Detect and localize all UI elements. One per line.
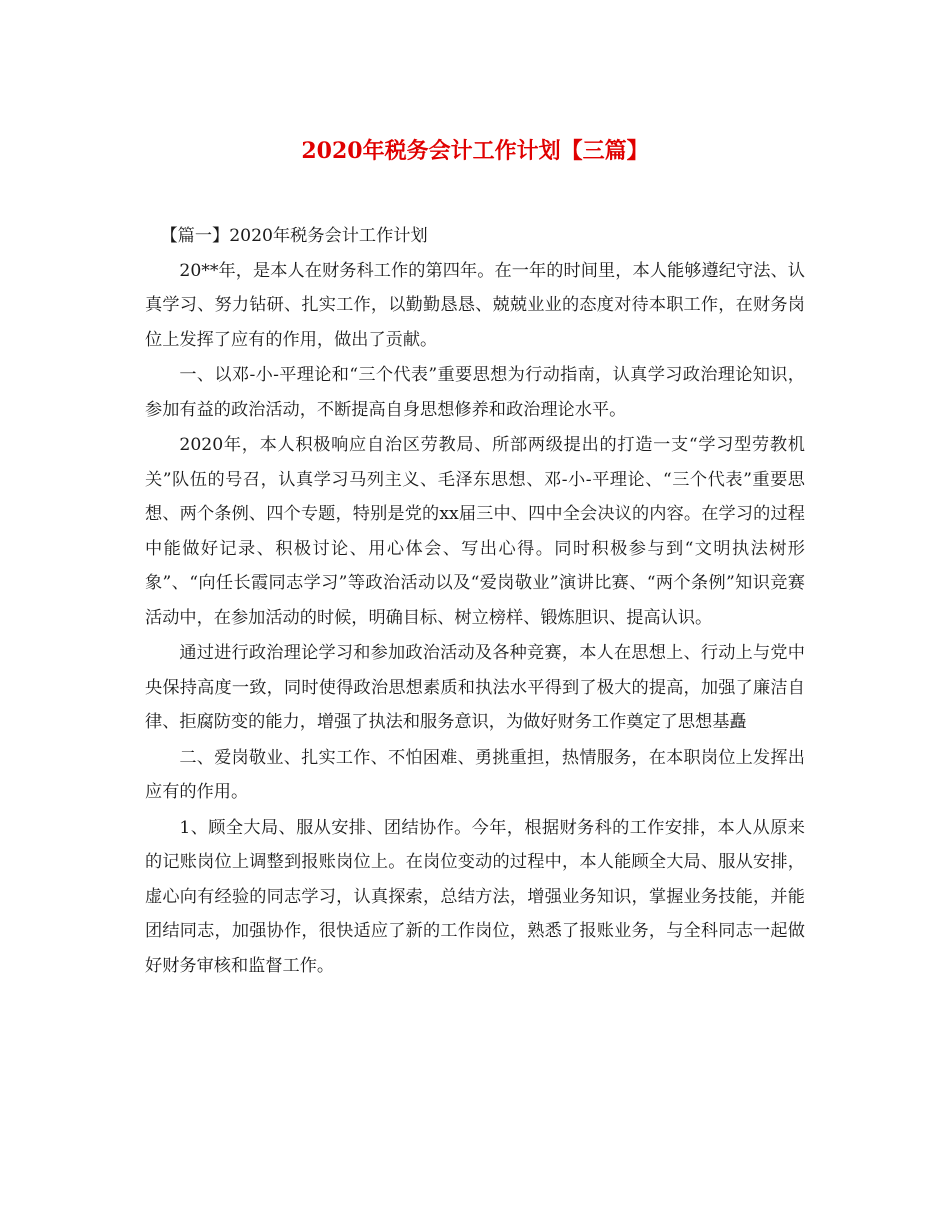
paragraph-3: 2020年，本人积极响应自治区劳教局、所部两级提出的打造一支“学习型劳教机关”队伍的号召，认真学习马列主义、毛泽东思想、邓-小-平理论、“三个代表”重要思想、两个条例、四个专题，特别是党的xx届三中、四中全会决议的内容。在学习的过程中能做好记录、积极讨论、用心体会、写出心得。同时积极参与到“文明执法树形象”、“向任长霞同志学习”等政治活动以及“爱岗敬业”演讲比赛、“两个条例”知识竞赛活动中，在参加活动的时候，明确目标、树立榜样、锻炼胆识、提高认识。 (145, 435, 805, 628)
paragraph-2: 一、以邓-小-平理论和“三个代表”重要思想为行动指南，认真学习政治理论知识，参加有益的政治活动，不断提高自身思想修养和政治理论水平。 (145, 365, 805, 420)
paragraph-6: 1、顾全大局、服从安排、团结协作。今年，根据财务科的工作安排，本人从原来的记账岗位上调整到报账岗位上。在岗位变动的过程中，本人能顾全大局、服从安排，虚心向有经验的同志学习，认真探索，总结方法，增强业务知识，掌握业务技能，并能团结同志，加强协作，很快适应了新的工作岗位，熟悉了报账业务，与全科同志一起做好财务审核和监督工作。 (145, 817, 805, 976)
paragraph-5: 二、爱岗敬业、扎实工作、不怕困难、勇挑重担，热情服务，在本职岗位上发挥出应有的作用。 (145, 747, 805, 802)
paragraph-1: 20**年，是本人在财务科工作的第四年。在一年的时间里，本人能够遵纪守法、认真学习、努力钻研、扎实工作，以勤勤恳恳、兢兢业业的态度对待本职工作，在财务岗位上发挥了应有的作用，做出了贡献。 (145, 260, 805, 350)
document-body (145, 219, 805, 983)
document-title: 2020年税务会计工作计划【三篇】 (301, 138, 649, 164)
paragraph-4: 通过进行政治理论学习和参加政治活动及各种竞赛，本人在思想上、行动上与党中央保持高度一致，同时使得政治思想素质和执法水平得到了极大的提高，加强了廉洁自律、拒腐防变的能力，增强了执法和服务意识，为做好财务工作奠定了思想基矗 (145, 643, 805, 732)
section-heading: 【篇一】2020年税务会计工作计划 (160, 226, 428, 246)
